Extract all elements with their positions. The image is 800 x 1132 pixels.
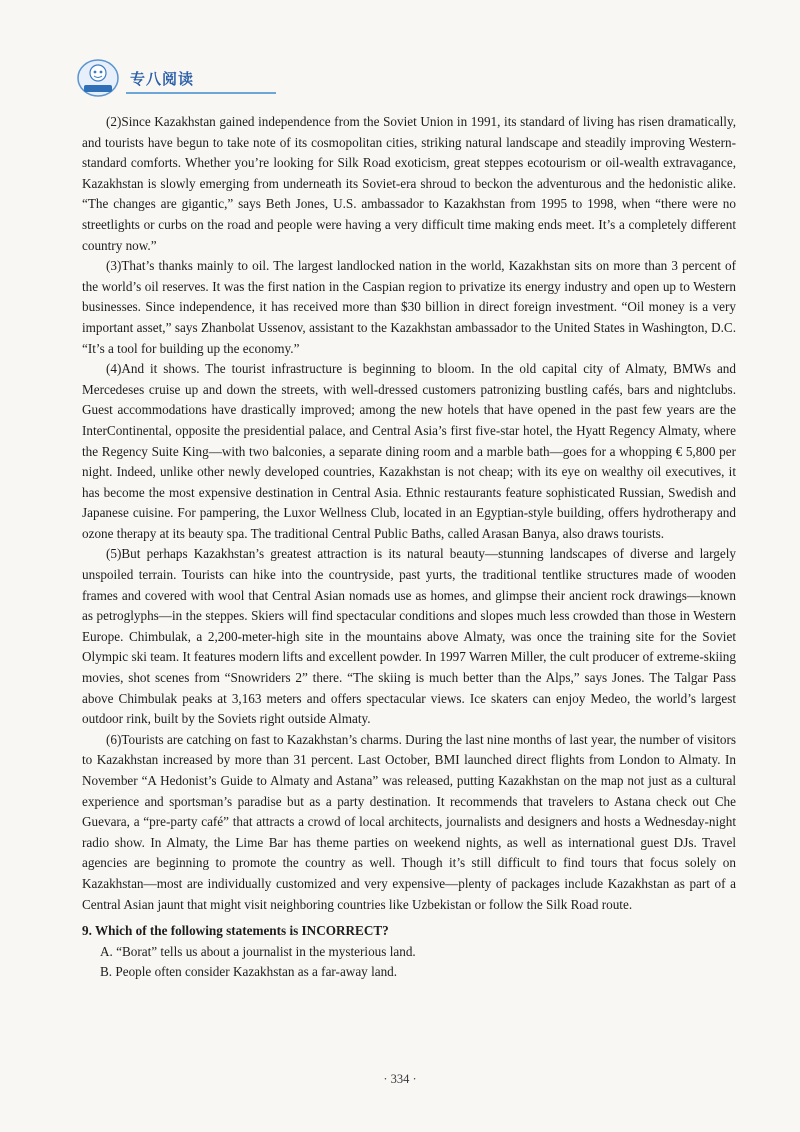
paragraph-4: (4)And it shows. The tourist infrastructure is beginning to bloom. In the old capital city of Almaty, BMWs and Mercedeses cruise up and down the streets, with well-dressed customers patronizing bustling cafés, bars and nightclubs. Guest accommodations have drastically improved; among the new hotels that have opened in the past few years are the InterContinental, opposite the presidential palace, and Central Asia’s first five-star hotel, the Hyatt Regency Almaty, where the Regency Suite King—with two balconies, a separate dining room and a marble bath—goes for a whopping € 5,800 per night. Indeed, unlike other newly developed countries, Kazakhstan is not cheap; with its eye on wealthy oil executives, it has become the most expensive destination in Central Asia. Ethnic restaurants feature sophisticated Russian, Swedish and Japanese cuisine. For pampering, the Luxor Wellness Club, located in an Egyptian-style building, offers hydrotherapy and ozone therapy at its beauty spa. The traditional Central Public Baths, called Arasan Banya, also draws tourists. [82,361,736,541]
article-body [82,112,736,983]
paragraph-2: (2)Since Kazakhstan gained independence from the Soviet Union in 1991, its standard of living has risen dramatically, and tourists have begun to take note of its cosmopolitan cities, striking natural landscape and steadily improving Western-standard comforts. Whether you’re looking for Silk Road exoticism, great steppes ecotourism or oil-wealth extravagance, Kazakhstan is slowly emerging from underneath its Soviet-era shroud to beckon the adventurous and the hedonistic alike. “The changes are gigantic,” says Beth Jones, U.S. ambassador to Kazakhstan from 1995 to 1998, when “there were no streetlights or curbs on the road and people were having a very difficult time making ends meet. It’s a completely different country now.” [82,114,736,253]
page-number: · 334 · [383,1072,417,1086]
paragraph-5: (5)But perhaps Kazakhstan’s greatest attraction is its natural beauty—stunning landscapes of diverse and largely unspoiled terrain. Tourists can hike into the countryside, past yurts, the traditional tentlike structures made of wooden frames and covered with wool that Central Asian nomads use as homes, and glimpse their ancient rock drawings—known as petroglyphs—in the steppes. Skiers will find spectacular conditions and slopes much less crowded than those in Western Europe. Chimbulak, a 2,200-meter-high site in the mountains above Almaty, was once the training site for the Soviet Olympic ski team. It features modern lifts and excellent powder. In 1997 Warren Miller, the cult producer of extreme-skiing movies, shot scenes from “Snowriders 2” there. “The skiing is much better than the Alps,” says Jones. The Talgar Pass above Chimbulak peaks at 3,163 meters and offers spectacular views. Ice skaters can enjoy Medeo, the world’s largest outdoor rink, built by the Soviets right outside Almaty. [82,546,736,727]
section-title: 专八阅读 [130,70,195,88]
question-9: 9. Which of the following statements is INCORRECT? [82,923,389,939]
option-a: A. “Borat” tells us about a journalist in the mysterious land. [100,943,416,959]
paragraph-3: (3)That’s thanks mainly to oil. The largest landlocked nation in the world, Kazakhstan sits on more than 3 percent of the world’s oil reserves. It was the first nation in the Caspian region to privatize its energy industry and open up to Western businesses. Since independence, it has received more than $30 billion in direct foreign investment. “Oil money is a very important asset,” says Zhanbolat Ussenov, assistant to the Kazakhstan ambassador to the United States in Washington, D.C. “It’s a tool for building up the economy.” [82,258,736,356]
paragraph-6: (6)Tourists are catching on fast to Kazakhstan’s charms. During the last nine months of last year, the number of visitors to Kazakhstan increased by more than 31 percent. Last October, BMI launched direct flights from London to Almaty. In November “A Hedonist’s Guide to Almaty and Astana” was released, putting Kazakhstan on the map not just as a cultural experience and sportsman’s paradise but as a party destination. It recommends that travelers to Astana check out Che Guevara, a “pre-party café” that attracts a crowd of local architects, journalists and designers and hosts a Wednesday-night radio show. In Almaty, the Lime Bar has theme parties on weekend nights, as well as international guest DJs. Travel agencies are beginning to promote the country as well. Though it’s still difficult to find tours that focus solely on Kazakhstan—most are individually customized and very expensive—plenty of packages include Kazakhstan as part of a Central Asian jaunt that might visit neighboring countries like Uzbekistan or follow the Silk Road route. [82,731,736,912]
page-header [70,58,750,100]
publisher-logo [76,58,120,98]
option-b: B. People often consider Kazakhstan as a far-away land. [100,964,398,980]
header-rule [126,92,276,94]
